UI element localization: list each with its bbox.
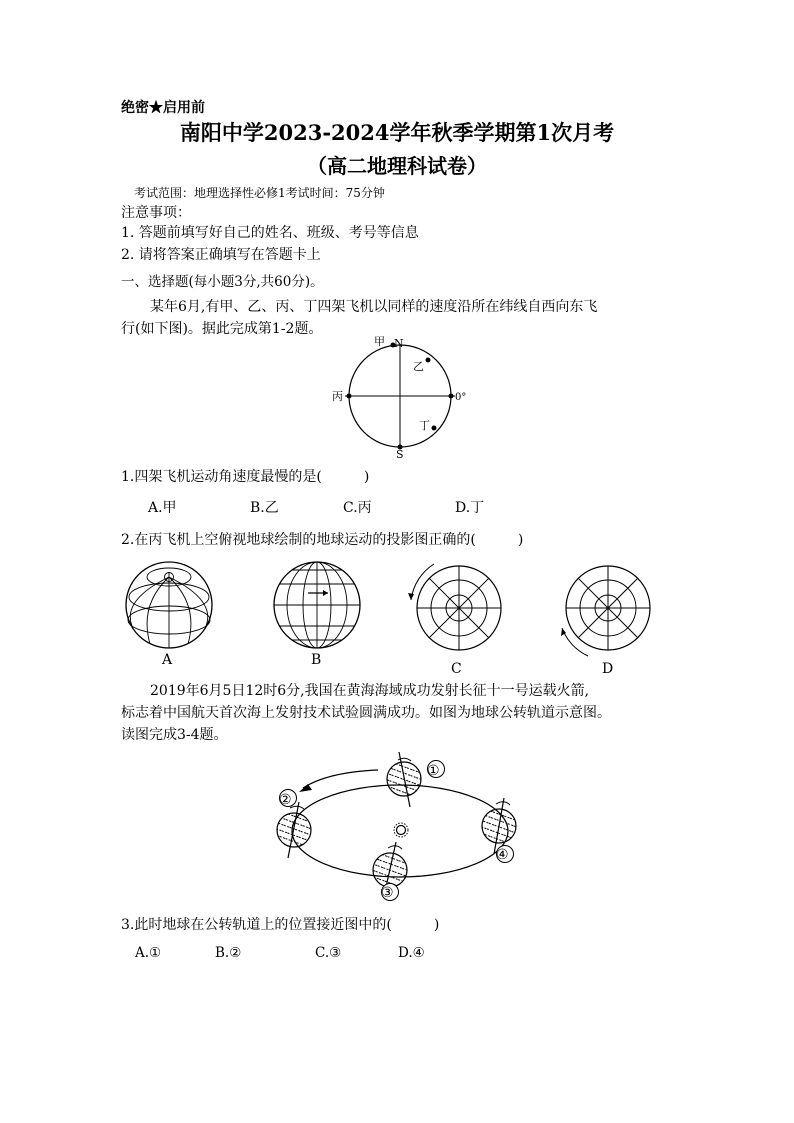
globe-c[interactable] [404, 560, 509, 660]
option-b[interactable]: B.② [215, 945, 242, 961]
globe-b[interactable] [272, 560, 364, 650]
option-a[interactable]: A.甲 [148, 500, 177, 516]
position-label-3: ③ [381, 885, 394, 901]
position-label-2: ② [279, 792, 292, 808]
intro-paragraph-line: 行(如下图)。据此完成第1-2题。 [121, 321, 323, 337]
option-d[interactable]: D.④ [398, 945, 425, 961]
label-s: S [396, 448, 404, 461]
orbit-figure [268, 746, 528, 911]
label-ding: 丁 [419, 419, 430, 432]
option-d[interactable]: D.丁 [455, 500, 485, 516]
globe-d-label: D [602, 661, 614, 677]
option-c[interactable]: C.丙 [343, 500, 372, 516]
plane-bing-dot [347, 394, 352, 399]
globe-b-label: B [311, 652, 322, 668]
option-a[interactable]: A.① [135, 945, 162, 961]
question-1-stem: 1.四架飞机运动角速度最慢的是( ) [121, 469, 370, 485]
section-heading: 一、选择题(每小题3分,共60分)。 [121, 274, 324, 290]
notice-item: 1. 答题前填写好自己的姓名、班级、考号等信息 [121, 225, 419, 241]
orbit-arrow-icon [303, 770, 378, 788]
globe-d[interactable] [556, 560, 661, 660]
earth-position-1 [387, 752, 445, 807]
intro-paragraph-line: 2019年6月5日12时6分,我国在黄海海域成功发射长征十一号运载火箭, [150, 683, 590, 699]
option-b[interactable]: B.乙 [250, 500, 279, 516]
label-bing: 丙 [332, 390, 343, 403]
globe-a-label: A [162, 652, 173, 668]
zero-dot [449, 394, 454, 399]
plane-yi-dot [426, 358, 431, 363]
globe-c-label: C [451, 661, 462, 677]
globe-a[interactable] [124, 560, 216, 650]
intro-paragraph-line: 读图完成3-4题。 [121, 727, 228, 743]
sun-icon [394, 823, 408, 837]
position-label-4: ④ [496, 847, 509, 863]
exam-title: 南阳中学2023-2024学年秋季学期第1次月考 [179, 120, 615, 145]
confidential-mark: 绝密★启用前 [121, 100, 205, 116]
plane-ding-dot [432, 426, 437, 431]
intro-paragraph-line: 某年6月,有甲、乙、丙、丁四架飞机以同样的速度沿所在纬线自西向东飞 [150, 299, 598, 315]
latitude-figure [330, 330, 470, 460]
rotation-arrow-icon [411, 564, 434, 600]
label-zero: 0° [455, 392, 467, 403]
label-n: N [394, 337, 404, 350]
question-2-stem: 2.在丙飞机上空俯视地球绘制的地球运动的投影图正确的( ) [121, 532, 524, 548]
intro-paragraph-line: 标志着中国航天首次海上发射技术试验圆满成功。如图为地球公转轨道示意图。 [121, 705, 611, 721]
label-yi: 乙 [413, 360, 424, 373]
notice-heading: 注意事项： [121, 205, 191, 221]
option-c[interactable]: C.③ [315, 945, 342, 961]
exam-subtitle: （高二地理科试卷） [307, 154, 487, 178]
question-3-stem: 3.此时地球在公转轨道上的位置接近图中的( ) [121, 917, 440, 933]
notice-item: 2. 请将答案正确填写在答题卡上 [121, 247, 321, 263]
exam-scope: 考试范围：地理选择性必修1考试时间：75分钟 [134, 186, 385, 200]
label-jia: 甲 [374, 335, 385, 348]
position-label-1: ① [427, 763, 440, 779]
